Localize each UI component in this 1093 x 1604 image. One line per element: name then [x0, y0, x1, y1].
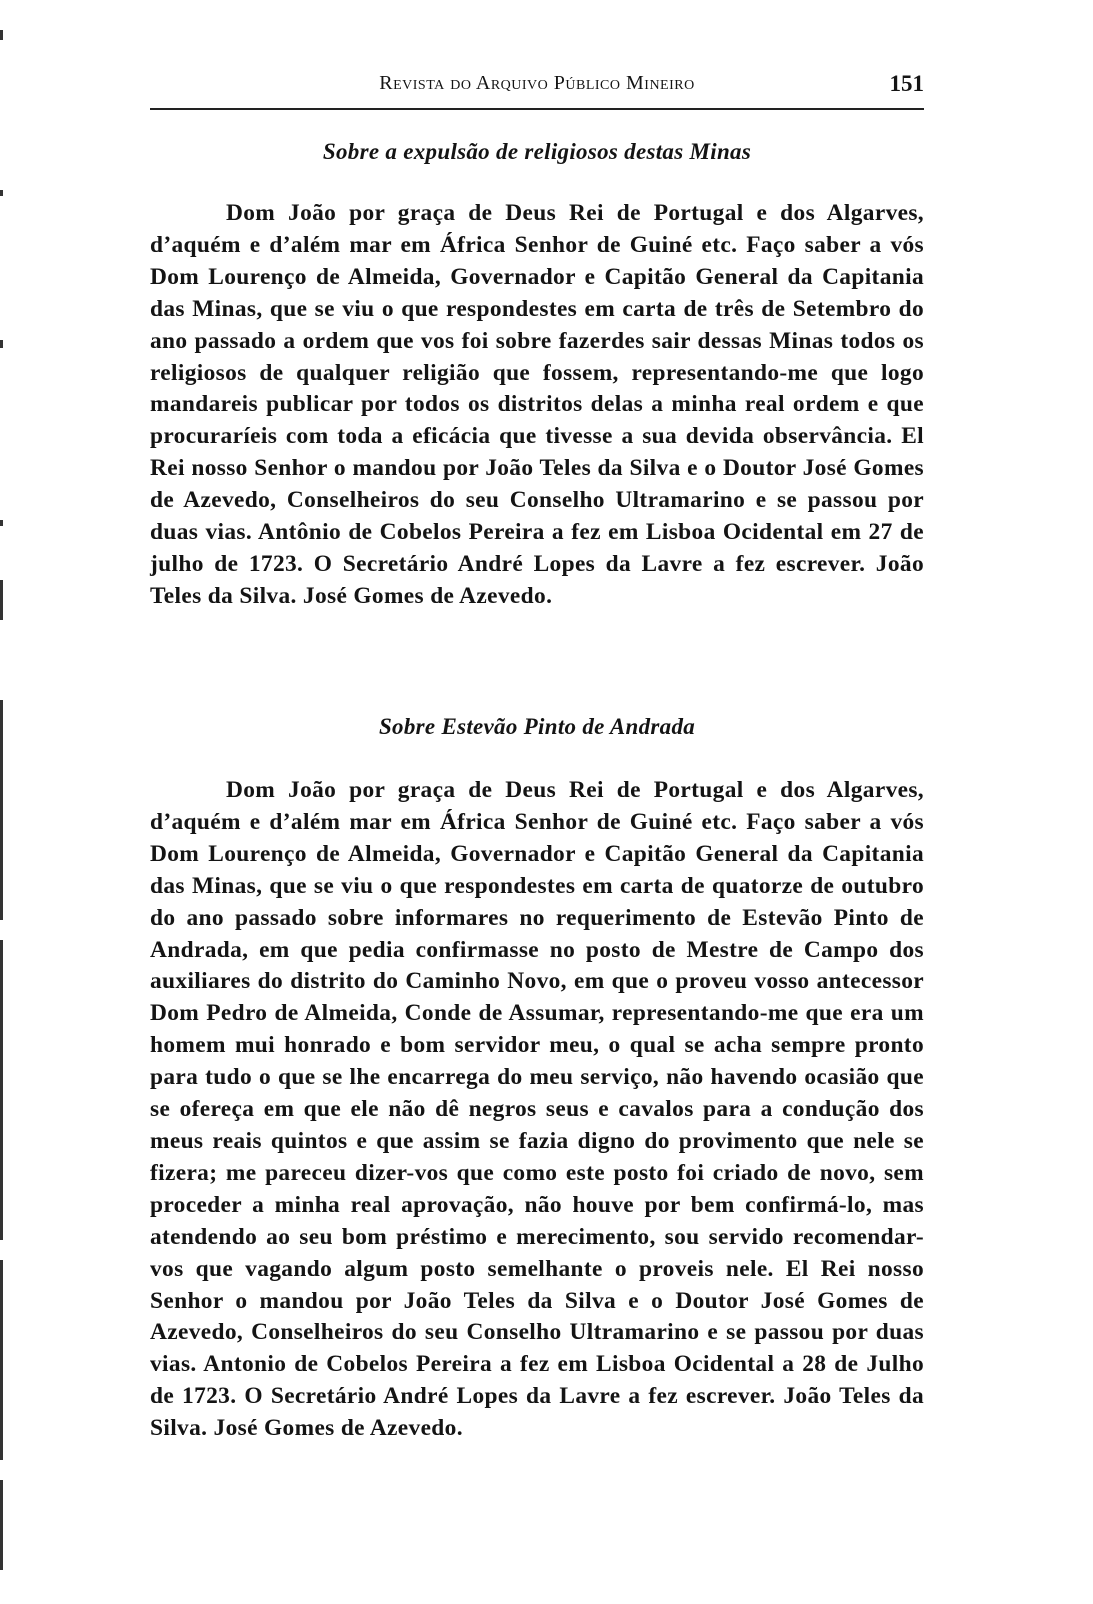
section-heading: Sobre Estevão Pinto de Andrada: [378, 714, 696, 739]
section-heading: Sobre a expulsão de religiosos destas Minas: [322, 139, 752, 164]
header-rule: [150, 108, 924, 110]
running-title: Revista do Arquivo Público Mineiro: [379, 72, 695, 94]
section-body: Dom João por graça de Deus Rei de Portugal e dos Algarves, d’aquém e d’além mar em África Senhor de Guiné etc. Faço saber a vós Dom Lourenço de Almeida, Governador e Capitão General da Capitania das Minas, que se viu o que respondestes em carta de quatorze de outubro do ano passado sobre informares no requerimento de Estevão Pinto de Andrada, em que pedia confirmasse no posto de Mestre de Campo dos auxiliares do distrito do Caminho Novo, em que o proveu vosso antecessor Dom Pedro de Almeida, Conde de Assumar, representando-me que era um homem mui honrado e bom servidor meu, o qual se acha sempre pronto para tudo o que se lhe encarrega do meu serviço, não havendo ocasião que se ofereça em que ele não dê negros seus e cavalos para a condução dos meus reais quintos e que assim se fazia digno do provimento que nele se fizera; me pareceu dizer-vos que como este posto foi criado de novo, sem proceder a minha real aprovação, não houve por bem confirmá-lo, mas atendendo ao seu bom préstimo e merecimento, sou servido recomendar-vos que vagando algum posto semelhante o proveis nele. El Rei nosso Senhor o mandou por João Teles da Silva e o Doutor José Gomes de Azevedo, Conselheiros do seu Conselho Ultramarino e se passou por duas vias. Antonio de Cobelos Pereira a fez em Lisboa Ocidental a 28 de Julho de 1723. O Secretário André Lopes da Lavre a fez escrever. João Teles da Silva. José Gomes de Azevedo.: [150, 777, 924, 1442]
page-header: [150, 72, 924, 106]
page-number: 151: [889, 71, 924, 96]
section-body: Dom João por graça de Deus Rei de Portugal e dos Algarves, d’aquém e d’além mar em África Senhor de Guiné etc. Faço saber a vós Dom Lourenço de Almeida, Governador e Capitão General da Capitania das Minas, que se viu o que respondestes em carta de três de Setembro do ano passado a ordem que vos foi sobre fazerdes sair dessas Minas todos os religiosos de qualquer religião que fossem, representando-me que logo mandareis publicar por todos os distritos delas a minha real ordem e que procuraríeis com toda a eficácia que tivesse a sua devida observância. El Rei nosso Senhor o mandou por João Teles da Silva e o Doutor José Gomes de Azevedo, Conselheiros do seu Conselho Ultramarino e se passou por duas vias. Antônio de Cobelos Pereira a fez em Lisboa Ocidental em 27 de julho de 1723. O Secretário André Lopes da Lavre a fez escrever. João Teles da Silva. José Gomes de Azevedo.: [150, 200, 924, 609]
scan-edge-marks: [0, 0, 8, 1604]
